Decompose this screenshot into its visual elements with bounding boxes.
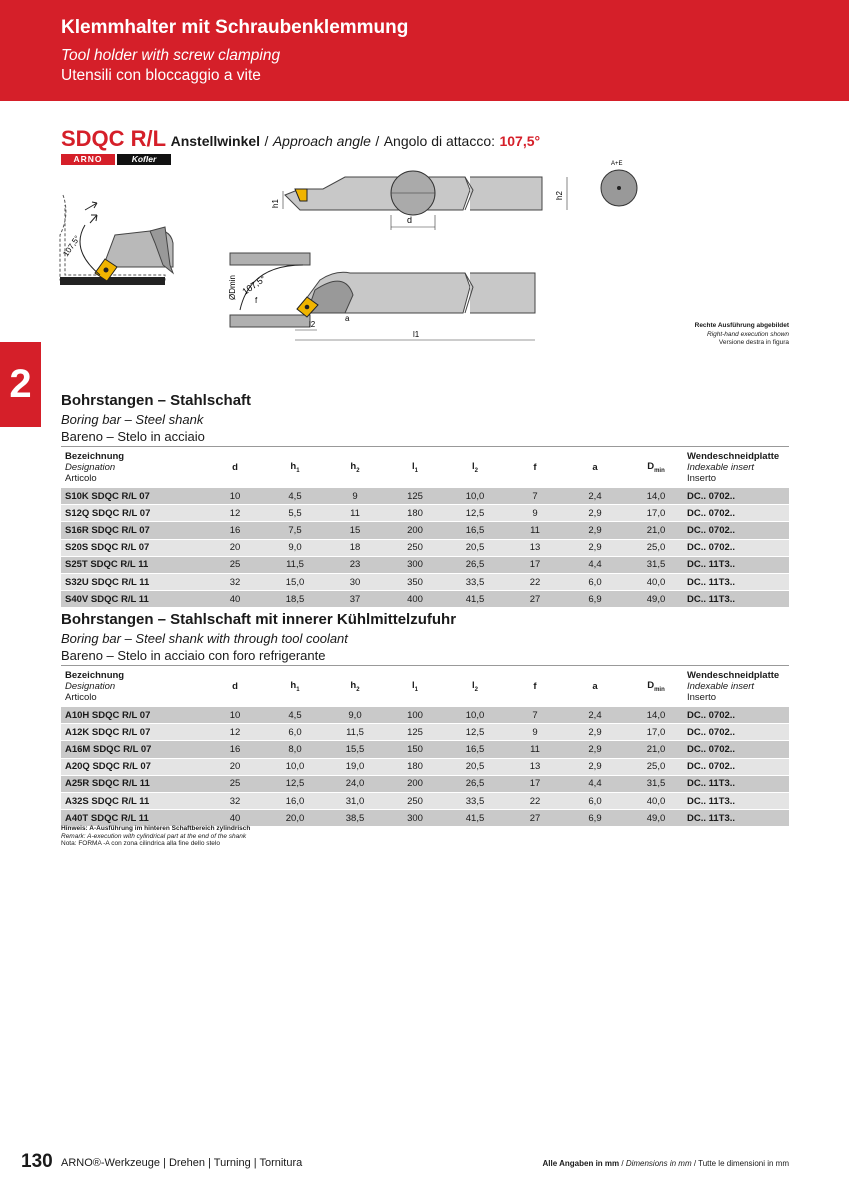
angle-label-de: Anstellwinkel	[170, 133, 261, 149]
table-cell: 6,9	[565, 810, 625, 827]
table-cell: DC.. 11T3..	[687, 573, 789, 590]
table-cell: 180	[385, 505, 445, 522]
table-cell: 4,5	[265, 488, 325, 505]
section1-table	[61, 446, 789, 607]
table-cell: 2,9	[565, 724, 625, 741]
table-cell: A12K SDQC R/L 07	[61, 724, 205, 741]
col-l2: $l_2$	[445, 447, 505, 488]
table-cell: 33,5	[445, 792, 505, 809]
note-en: Remark: A-execution with cylindrical part at the end of the shank	[61, 832, 247, 840]
caption-de: Rechte Ausführung abgebildet	[694, 322, 789, 329]
table-cell: DC.. 11T3..	[687, 775, 789, 792]
caption-it: Versione destra in figura	[718, 339, 789, 346]
separator: /	[264, 133, 269, 149]
product-code: SDQC R/L	[61, 126, 167, 151]
table-cell: 9,0	[325, 707, 385, 724]
table-cell: 12,5	[445, 724, 505, 741]
table-cell: 14,0	[625, 488, 687, 505]
caption-en: Right-hand execution shown	[706, 330, 789, 338]
table-row	[61, 724, 789, 741]
table-cell: 200	[385, 775, 445, 792]
page-footer	[21, 1151, 789, 1175]
table-cell: 38,5	[325, 810, 385, 827]
table-cell: 20,0	[265, 810, 325, 827]
table-row	[61, 591, 789, 608]
table-cell: S40V SDQC R/L 11	[61, 591, 205, 608]
table-row	[61, 810, 789, 827]
table-cell: 350	[385, 573, 445, 590]
table-cell: 27	[505, 591, 565, 608]
table-cell: DC.. 0702..	[687, 724, 789, 741]
label-l2: l2	[309, 320, 316, 329]
label-h2: h2	[555, 191, 564, 200]
table-cell: 16	[205, 741, 265, 758]
table-cell: DC.. 0702..	[687, 522, 789, 539]
remark-note	[61, 825, 250, 848]
table-row	[61, 775, 789, 792]
table-cell: 2,4	[565, 488, 625, 505]
table-cell: S20S SDQC R/L 07	[61, 539, 205, 556]
table-cell: 26,5	[445, 775, 505, 792]
table-cell: DC.. 0702..	[687, 758, 789, 775]
section2-table	[61, 665, 789, 826]
table-cell: 2,9	[565, 522, 625, 539]
table-cell: 6,0	[565, 792, 625, 809]
section2-title-en: Boring bar – Steel shank with through tool coolant	[61, 631, 348, 646]
col-a: a	[565, 666, 625, 707]
label-l1: l1	[413, 330, 420, 339]
col-f: f	[505, 666, 565, 707]
col-l1: $l_1$	[385, 666, 445, 707]
table-cell: 250	[385, 539, 445, 556]
table-cell: S32U SDQC R/L 11	[61, 573, 205, 590]
header-title-en: Tool holder with screw clamping	[61, 47, 281, 64]
col-h2: $h_2$	[325, 447, 385, 488]
col-h1: $h_1$	[265, 447, 325, 488]
table-cell: 200	[385, 522, 445, 539]
table-cell: 7	[505, 488, 565, 505]
table-cell: S10K SDQC R/L 07	[61, 488, 205, 505]
table-cell: 40	[205, 810, 265, 827]
table-cell: 21,0	[625, 522, 687, 539]
table-cell: DC.. 0702..	[687, 505, 789, 522]
col-insert: Wendeschneidplatte Indexable insert Inserto	[687, 447, 789, 488]
technical-drawing	[45, 155, 765, 365]
col-insert: Wendeschneidplatte Indexable insert Inserto	[687, 666, 789, 707]
table-cell: 26,5	[445, 556, 505, 573]
table-cell: 32	[205, 573, 265, 590]
table-cell: 17,0	[625, 505, 687, 522]
col-designation: Bezeichnung Designation Articolo	[61, 447, 205, 488]
table-cell: 4,4	[565, 556, 625, 573]
table-cell: 31,0	[325, 792, 385, 809]
table-cell: DC.. 11T3..	[687, 810, 789, 827]
table-cell: 300	[385, 556, 445, 573]
table-cell: 24,0	[325, 775, 385, 792]
table-cell: A40T SDQC R/L 11	[61, 810, 205, 827]
table-cell: 16,5	[445, 741, 505, 758]
table-cell: A10H SDQC R/L 07	[61, 707, 205, 724]
table-row	[61, 707, 789, 724]
table-cell: 20,5	[445, 539, 505, 556]
table-cell: S12Q SDQC R/L 07	[61, 505, 205, 522]
detail-view	[60, 195, 173, 285]
table-cell: 17,0	[625, 724, 687, 741]
table-cell: 6,0	[565, 573, 625, 590]
detail-angle-label: 107,5°	[61, 233, 82, 259]
table-cell: 11	[505, 741, 565, 758]
table-cell: 8,0	[265, 741, 325, 758]
table-cell: A25R SDQC R/L 11	[61, 775, 205, 792]
separator: /	[375, 133, 380, 149]
table-cell: 22	[505, 792, 565, 809]
table-cell: 49,0	[625, 591, 687, 608]
table-cell: 37	[325, 591, 385, 608]
table-cell: 2,9	[565, 758, 625, 775]
section2-title-it: Bareno – Stelo in acciaio con foro refrigerante	[61, 648, 326, 663]
col-d: d	[205, 447, 265, 488]
table-cell: 31,5	[625, 775, 687, 792]
table-cell: 33,5	[445, 573, 505, 590]
col-h1: $h_1$	[265, 666, 325, 707]
table-cell: 12	[205, 724, 265, 741]
table-cell: 9	[325, 488, 385, 505]
table-cell: 12,5	[445, 505, 505, 522]
table-cell: 12,5	[265, 775, 325, 792]
table-cell: 25,0	[625, 539, 687, 556]
table-cell: DC.. 0702..	[687, 488, 789, 505]
table-cell: 25	[205, 775, 265, 792]
side-view	[271, 161, 637, 230]
angle-label-it: Angolo di attacco:	[383, 133, 496, 149]
table-cell: S25T SDQC R/L 11	[61, 556, 205, 573]
table-cell: 11	[505, 522, 565, 539]
table-cell: 16	[205, 522, 265, 539]
table-cell: A32S SDQC R/L 11	[61, 792, 205, 809]
table-cell: 100	[385, 707, 445, 724]
header-title-it: Utensili con bloccaggio a vite	[61, 67, 261, 84]
footer-right: Alle Angaben in mm / Dimensions in mm / Tutte le dimensioni in mm	[542, 1159, 789, 1168]
table-cell: 19,0	[325, 758, 385, 775]
table-cell: 41,5	[445, 591, 505, 608]
table-row	[61, 556, 789, 573]
col-f: f	[505, 447, 565, 488]
arno-logo: ARNO	[61, 154, 115, 165]
table-cell: DC.. 11T3..	[687, 792, 789, 809]
table-cell: 21,0	[625, 741, 687, 758]
label-a: a	[345, 314, 350, 323]
table-cell: 11	[325, 505, 385, 522]
table-cell: 2,4	[565, 707, 625, 724]
col-dmin: $D_{min}$	[625, 447, 687, 488]
col-designation: Bezeichnung Designation Articolo	[61, 666, 205, 707]
col-dmin: $D_{min}$	[625, 666, 687, 707]
table-row	[61, 505, 789, 522]
table-cell: 20	[205, 539, 265, 556]
table-cell: A20Q SDQC R/L 07	[61, 758, 205, 775]
table-cell: A16M SDQC R/L 07	[61, 741, 205, 758]
table-cell: 2,9	[565, 741, 625, 758]
table-cell: 12	[205, 505, 265, 522]
table-cell: 300	[385, 810, 445, 827]
table-cell: 31,5	[625, 556, 687, 573]
col-h2: $h_2$	[325, 666, 385, 707]
table-cell: 7	[505, 707, 565, 724]
table-cell: 18	[325, 539, 385, 556]
table-cell: 250	[385, 792, 445, 809]
table-row	[61, 488, 789, 505]
table-cell: 150	[385, 741, 445, 758]
section2-title-de: Bohrstangen – Stahlschaft mit innerer Kühlmittelzufuhr	[61, 611, 457, 628]
table-cell: 13	[505, 539, 565, 556]
table-cell: 125	[385, 724, 445, 741]
table-cell: 16,0	[265, 792, 325, 809]
table-cell: 15,0	[265, 573, 325, 590]
drawing-caption	[695, 322, 789, 348]
table-cell: 10	[205, 707, 265, 724]
section1-title-it: Bareno – Stelo in acciaio	[61, 429, 205, 444]
table-cell: 10,0	[265, 758, 325, 775]
table-cell: 9	[505, 724, 565, 741]
table-row	[61, 539, 789, 556]
col-l1: $l_1$	[385, 447, 445, 488]
page-number: 130	[21, 1151, 53, 1172]
table-cell: 25	[205, 556, 265, 573]
table-cell: 11,5	[325, 724, 385, 741]
table-cell: DC.. 11T3..	[687, 556, 789, 573]
table-cell: 9,0	[265, 539, 325, 556]
table-cell: 40,0	[625, 573, 687, 590]
angle-label-en: Approach angle	[272, 133, 371, 149]
table-cell: 40,0	[625, 792, 687, 809]
table-cell: 15,5	[325, 741, 385, 758]
label-ae: A+E	[611, 161, 623, 167]
table-cell: 20,5	[445, 758, 505, 775]
table-cell: DC.. 0702..	[687, 707, 789, 724]
table-cell: 400	[385, 591, 445, 608]
col-d: d	[205, 666, 265, 707]
col-l2: $l_2$	[445, 666, 505, 707]
table-cell: 6,0	[265, 724, 325, 741]
table-cell: DC.. 0702..	[687, 539, 789, 556]
col-a: a	[565, 447, 625, 488]
table-cell: 10,0	[445, 488, 505, 505]
table-row	[61, 792, 789, 809]
plan-angle-label: 107,5°	[240, 273, 268, 297]
table-cell: 10	[205, 488, 265, 505]
table-cell: 125	[385, 488, 445, 505]
plan-view	[228, 253, 535, 340]
table-row	[61, 522, 789, 539]
section1-title-en: Boring bar – Steel shank	[61, 412, 204, 427]
product-title	[61, 126, 540, 152]
table-cell: 6,9	[565, 591, 625, 608]
table-cell: 180	[385, 758, 445, 775]
angle-value: 107,5°	[499, 133, 541, 149]
table-row	[61, 741, 789, 758]
table-cell: 14,0	[625, 707, 687, 724]
table-cell: 10,0	[445, 707, 505, 724]
table-cell: 17	[505, 775, 565, 792]
table-cell: S16R SDQC R/L 07	[61, 522, 205, 539]
note-de: Hinweis: A-Ausführung im hinteren Schaftbereich zylindrisch	[61, 825, 251, 832]
table-row	[61, 758, 789, 775]
table-cell: 20	[205, 758, 265, 775]
label-dmin: ØDmin	[228, 275, 237, 300]
table-cell: DC.. 0702..	[687, 741, 789, 758]
table-cell: 15	[325, 522, 385, 539]
table-cell: 49,0	[625, 810, 687, 827]
table-row	[61, 573, 789, 590]
table-cell: 4,4	[565, 775, 625, 792]
table-cell: 23	[325, 556, 385, 573]
table-cell: 11,5	[265, 556, 325, 573]
table-cell: 16,5	[445, 522, 505, 539]
label-d: d	[407, 215, 413, 225]
page-header	[0, 0, 849, 101]
table-cell: 4,5	[265, 707, 325, 724]
table-cell: 7,5	[265, 522, 325, 539]
table-cell: 30	[325, 573, 385, 590]
note-it: Nota: FORMA -A con zona cilindrica alla fine dello stelo	[61, 840, 220, 847]
table-cell: 40	[205, 591, 265, 608]
table-cell: 27	[505, 810, 565, 827]
section1-title-de: Bohrstangen – Stahlschaft	[61, 392, 252, 409]
chapter-tab[interactable]: 2	[0, 342, 41, 427]
label-h1: h1	[271, 199, 280, 208]
table-cell: 13	[505, 758, 565, 775]
kofler-logo: Kofler	[117, 154, 171, 165]
header-title-de: Klemmhalter mit Schraubenklemmung	[61, 17, 409, 38]
table-cell: 5,5	[265, 505, 325, 522]
table-cell: 41,5	[445, 810, 505, 827]
footer-left: ARNO®-Werkzeuge | Drehen | Turning | Tornitura	[61, 1157, 303, 1169]
table-cell: 2,9	[565, 539, 625, 556]
table-cell: DC.. 11T3..	[687, 591, 789, 608]
table-cell: 2,9	[565, 505, 625, 522]
table-cell: 22	[505, 573, 565, 590]
table-cell: 32	[205, 792, 265, 809]
table-cell: 25,0	[625, 758, 687, 775]
table-cell: 18,5	[265, 591, 325, 608]
table-cell: 17	[505, 556, 565, 573]
table-cell: 9	[505, 505, 565, 522]
label-f: f	[255, 296, 258, 305]
